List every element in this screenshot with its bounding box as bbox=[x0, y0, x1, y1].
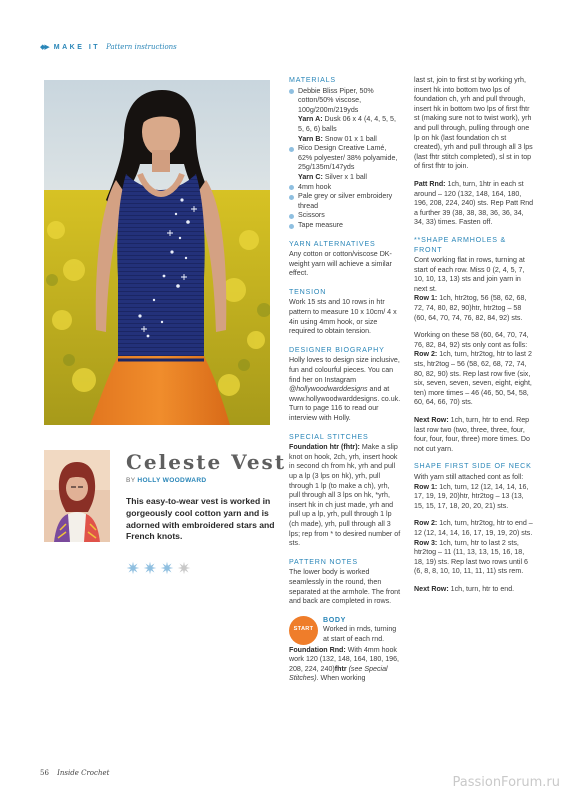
body-intro: Worked in rnds, turning at start of each rnd. bbox=[323, 625, 397, 643]
materials-item-text: Scissors bbox=[298, 211, 325, 220]
bio-text-2: and at www.hollywoodwarddesigns. co.uk. Turn to page 116 to read our interview with Holly. bbox=[289, 385, 401, 422]
special-stitches-section bbox=[289, 433, 401, 549]
foundation-text: With 4mm hook work 120 (132, 148, 164, 180, 196, 208, 224, 240) bbox=[289, 645, 400, 673]
pattern-notes-section bbox=[289, 558, 401, 607]
materials-list bbox=[289, 87, 401, 231]
materials-item-text: Silver x 1 ball bbox=[322, 172, 367, 181]
materials-item-text: Tape measure bbox=[298, 220, 343, 229]
foundation-note: (see Special Stitches) bbox=[289, 664, 388, 683]
armholes-heading: **SHAPE ARMHOLES & FRONT bbox=[414, 235, 507, 254]
stitch-description: Make a slip knot on hook, 2ch, yrh, insert hook in second ch from hk, yrh and pull up a lp (3 lps on hk), yrh, pull through 1 lp (to make a ch), yrh, pull through all 3 lps on hk, *yrh, insert hk in ch just made, yrh and pull up a lp, yrh, pull through 1 lp (ch made), yrh, pull through all 3 lps; rep from * to desired number of sts. bbox=[289, 443, 401, 548]
yarn-alternatives-section bbox=[289, 240, 401, 279]
row-1-label: Row 1: bbox=[414, 294, 438, 303]
instructions-column-2 bbox=[414, 76, 534, 595]
armholes-text: Cont working flat in rows, turning at start of each row. Miss 0 (2, 4, 5, 7, 10, 10, 13, 13) sts and join yarn in next st. bbox=[414, 256, 525, 293]
patt-rnd-label: Patt Rnd: bbox=[414, 179, 446, 188]
tension-section bbox=[289, 288, 401, 337]
materials-item-text: Rico Design Creative Lamé, 62% polyester/ 38% polyamide, 25g/135m/147yds bbox=[298, 144, 398, 172]
section-subtitle: Pattern instructions bbox=[106, 43, 177, 51]
designer-photo bbox=[44, 450, 110, 542]
start-badge: START bbox=[289, 616, 318, 645]
materials-item-text: 4mm hook bbox=[298, 182, 332, 191]
armholes-row-1 bbox=[414, 294, 534, 323]
materials-item bbox=[289, 115, 401, 134]
instructions-column-1 bbox=[289, 76, 401, 684]
materials-item bbox=[289, 135, 401, 145]
neck-next-row-text: 1ch, turn, htr to end. bbox=[448, 584, 515, 593]
materials-item bbox=[289, 221, 401, 231]
yarn-alternatives-heading: YARN ALTERNATIVES bbox=[289, 239, 376, 248]
pattern-round bbox=[414, 180, 534, 228]
materials-item bbox=[289, 87, 401, 116]
star-empty-icon bbox=[177, 561, 191, 575]
materials-item bbox=[289, 192, 401, 211]
neck-row-1-label: Row 1: bbox=[414, 482, 438, 491]
neck-row-3-label: Row 3: bbox=[414, 538, 438, 547]
site-watermark: PassionForum.ru bbox=[452, 775, 560, 790]
materials-item-text: Snow 01 x 1 ball bbox=[322, 134, 377, 143]
materials-item bbox=[289, 183, 401, 193]
neck-row-3-text: 1ch, turn, htr to last 2 sts, htr2tog – 11 (11, 13, 13, 15, 16, 18, 18, 19) sts. Rep last two rows until 6 (6, 8, 8, 10, 10, 11, 11, 11) sts rem. bbox=[414, 538, 528, 576]
neck-next-row-label: Next Row: bbox=[414, 584, 449, 593]
designer-byline bbox=[126, 477, 206, 484]
instagram-handle: @hollywoodwarddesigns bbox=[289, 385, 368, 394]
star-filled-icon bbox=[143, 561, 157, 575]
tension-text: Work 15 sts and 10 rows in htr pattern to measure 10 x 10cm/ 4 x 4in using 4mm hook, or size required to obtain tension. bbox=[289, 298, 397, 336]
neck-next-row bbox=[414, 585, 534, 595]
neck-row-2-text: 1ch, turn, htr2tog, htr to end – 12 (12, 14, 14, 16, 17, 19, 19, 20) sts. bbox=[414, 519, 533, 537]
special-stitches-heading: SPECIAL STITCHES bbox=[289, 432, 369, 441]
pattern-notes-heading: PATTERN NOTES bbox=[289, 557, 358, 566]
special-stitches-text bbox=[289, 443, 401, 549]
materials-item bbox=[289, 144, 401, 173]
materials-heading: MATERIALS bbox=[289, 76, 336, 84]
body-start bbox=[289, 616, 401, 646]
double-arrow-icon: ◆▶ bbox=[40, 44, 49, 51]
designer-bio-section bbox=[289, 346, 401, 424]
section-header bbox=[40, 43, 177, 51]
foundation-end: . When working bbox=[316, 674, 366, 683]
byline-prefix: BY bbox=[126, 477, 136, 484]
yarn-label: Yarn A: bbox=[298, 115, 323, 124]
armholes-row-2 bbox=[414, 350, 534, 408]
working-text: Working on these 58 (60, 64, 70, 74, 76, 82, 84, 92) sts only cont as folls: bbox=[414, 331, 529, 349]
row-2-label: Row 2: bbox=[414, 350, 438, 359]
next-row-label: Next Row: bbox=[414, 416, 449, 424]
star-filled-icon bbox=[126, 561, 140, 575]
section-label: MAKE IT bbox=[53, 43, 101, 51]
materials-item-text: Debbie Bliss Piper, 50% cotton/50% viscose, 100g/200m/219yds bbox=[298, 86, 374, 114]
join-text: last st, join to first st by working yrh, insert hk into bottom two lps of foundation ch, yrh and pull through, insert hk in bottom two lps of first fhtr st (making sure not to twist work), yrh and pull through, pulling through one lp on hk (last foundation ch st created), yrh and pull through all 3 lps (last fhtr stitch completed), sl st in top of first fhtr to join. bbox=[414, 76, 533, 171]
yarn-alternatives-text: Any cotton or cotton/viscose DK-weight yarn will achieve a similar effect. bbox=[289, 250, 392, 278]
neck-text: With yarn still attached cont as foll: bbox=[414, 472, 524, 481]
foundation-label: Foundation Rnd: bbox=[289, 645, 346, 654]
yarn-label: Yarn B: bbox=[298, 134, 323, 143]
materials-item bbox=[289, 211, 401, 221]
row-2-text: 1ch, turn, htr2tog, htr to last 2 sts, htr2tog – 56 (58, 62, 68, 72, 74, 80, 82, 90) sts. Rep last row five (six, six, seven, seven, seven, eight, eight, ten) more times – 46 (46, 50, 54, 58, 60, 64, 66, 70) sts. bbox=[414, 350, 532, 407]
designer-bio-text bbox=[289, 356, 401, 423]
pattern-title: Celeste Vest bbox=[126, 450, 287, 474]
designer-portrait bbox=[44, 450, 110, 542]
neck-row-3 bbox=[414, 539, 534, 577]
neck-row-1-text: 1ch, turn, 12 (12, 14, 14, 16, 17, 19, 19, 20)htr, htr2tog – 13 (13, 15, 15, 17, 18, 20, 20, 21) sts. bbox=[414, 482, 529, 510]
materials-item bbox=[289, 173, 401, 183]
tension-heading: TENSION bbox=[289, 287, 327, 296]
neck-row-1 bbox=[414, 483, 534, 512]
page-number: 56 bbox=[40, 769, 49, 777]
model-in-field-image bbox=[44, 80, 270, 425]
magazine-name: Inside Crochet bbox=[57, 769, 110, 777]
materials-section bbox=[289, 76, 401, 231]
pattern-notes-text: The lower body is worked seamlessly in the round, then separated at the armhole. The front and back are completed in rows. bbox=[289, 568, 401, 606]
materials-item-text: Dusk 06 x 4 (4, 4, 5, 5, 5, 6, 6) balls bbox=[298, 115, 396, 133]
neck-heading: SHAPE FIRST SIDE OF NECK bbox=[414, 462, 532, 471]
neck-row-2 bbox=[414, 519, 534, 538]
difficulty-rating bbox=[126, 561, 191, 575]
star-filled-icon bbox=[160, 561, 174, 575]
designer-name: HOLLY WOODWARD bbox=[137, 477, 207, 484]
row-1-text: 1ch, htr2tog, 56 (58, 62, 68, 72, 74, 80, 82, 90)htr, htr2tog – 58 (60, 64, 70, 74, 76, 82, 84, 92) sts. bbox=[414, 294, 527, 322]
designer-bio-heading: DESIGNER BIOGRAPHY bbox=[289, 345, 385, 354]
bio-text-1: Holly loves to design size inclusive, fun and colourful pieces. You can find her on Instagram bbox=[289, 356, 400, 384]
foundation-stitch: fhtr bbox=[334, 664, 347, 673]
patt-rnd-text: 1ch, turn, 1htr in each st around – 120 (132, 148, 164, 180, 196, 208, 224, 240) sts. Rep Patt Rnd a further 39 (38, 38, 38, 36, 36, 34, 34, 33) times. Fasten off. bbox=[414, 179, 534, 227]
materials-item-text: Pale grey or silver embroidery thread bbox=[298, 192, 393, 210]
foundation-round bbox=[289, 646, 401, 684]
armholes-next-row bbox=[414, 416, 534, 454]
body-heading: BODY bbox=[323, 615, 346, 624]
body-section bbox=[289, 616, 401, 684]
page-footer bbox=[40, 769, 109, 777]
stitch-label: Foundation htr (fhtr): bbox=[289, 443, 360, 452]
pattern-intro: This easy-to-wear vest is worked in gorgeously cool cotton yarn and is adorned with embroidered stars and French knots. bbox=[126, 496, 275, 542]
neck-row-2-label: Row 2: bbox=[414, 519, 438, 528]
yarn-label: Yarn C: bbox=[298, 172, 323, 181]
next-row-text: 1ch, turn, htr to end. Rep last row two (two, three, three, four, four, four, four, three) more times. Do not cut yarn. bbox=[414, 416, 530, 453]
main-photo bbox=[44, 80, 270, 425]
